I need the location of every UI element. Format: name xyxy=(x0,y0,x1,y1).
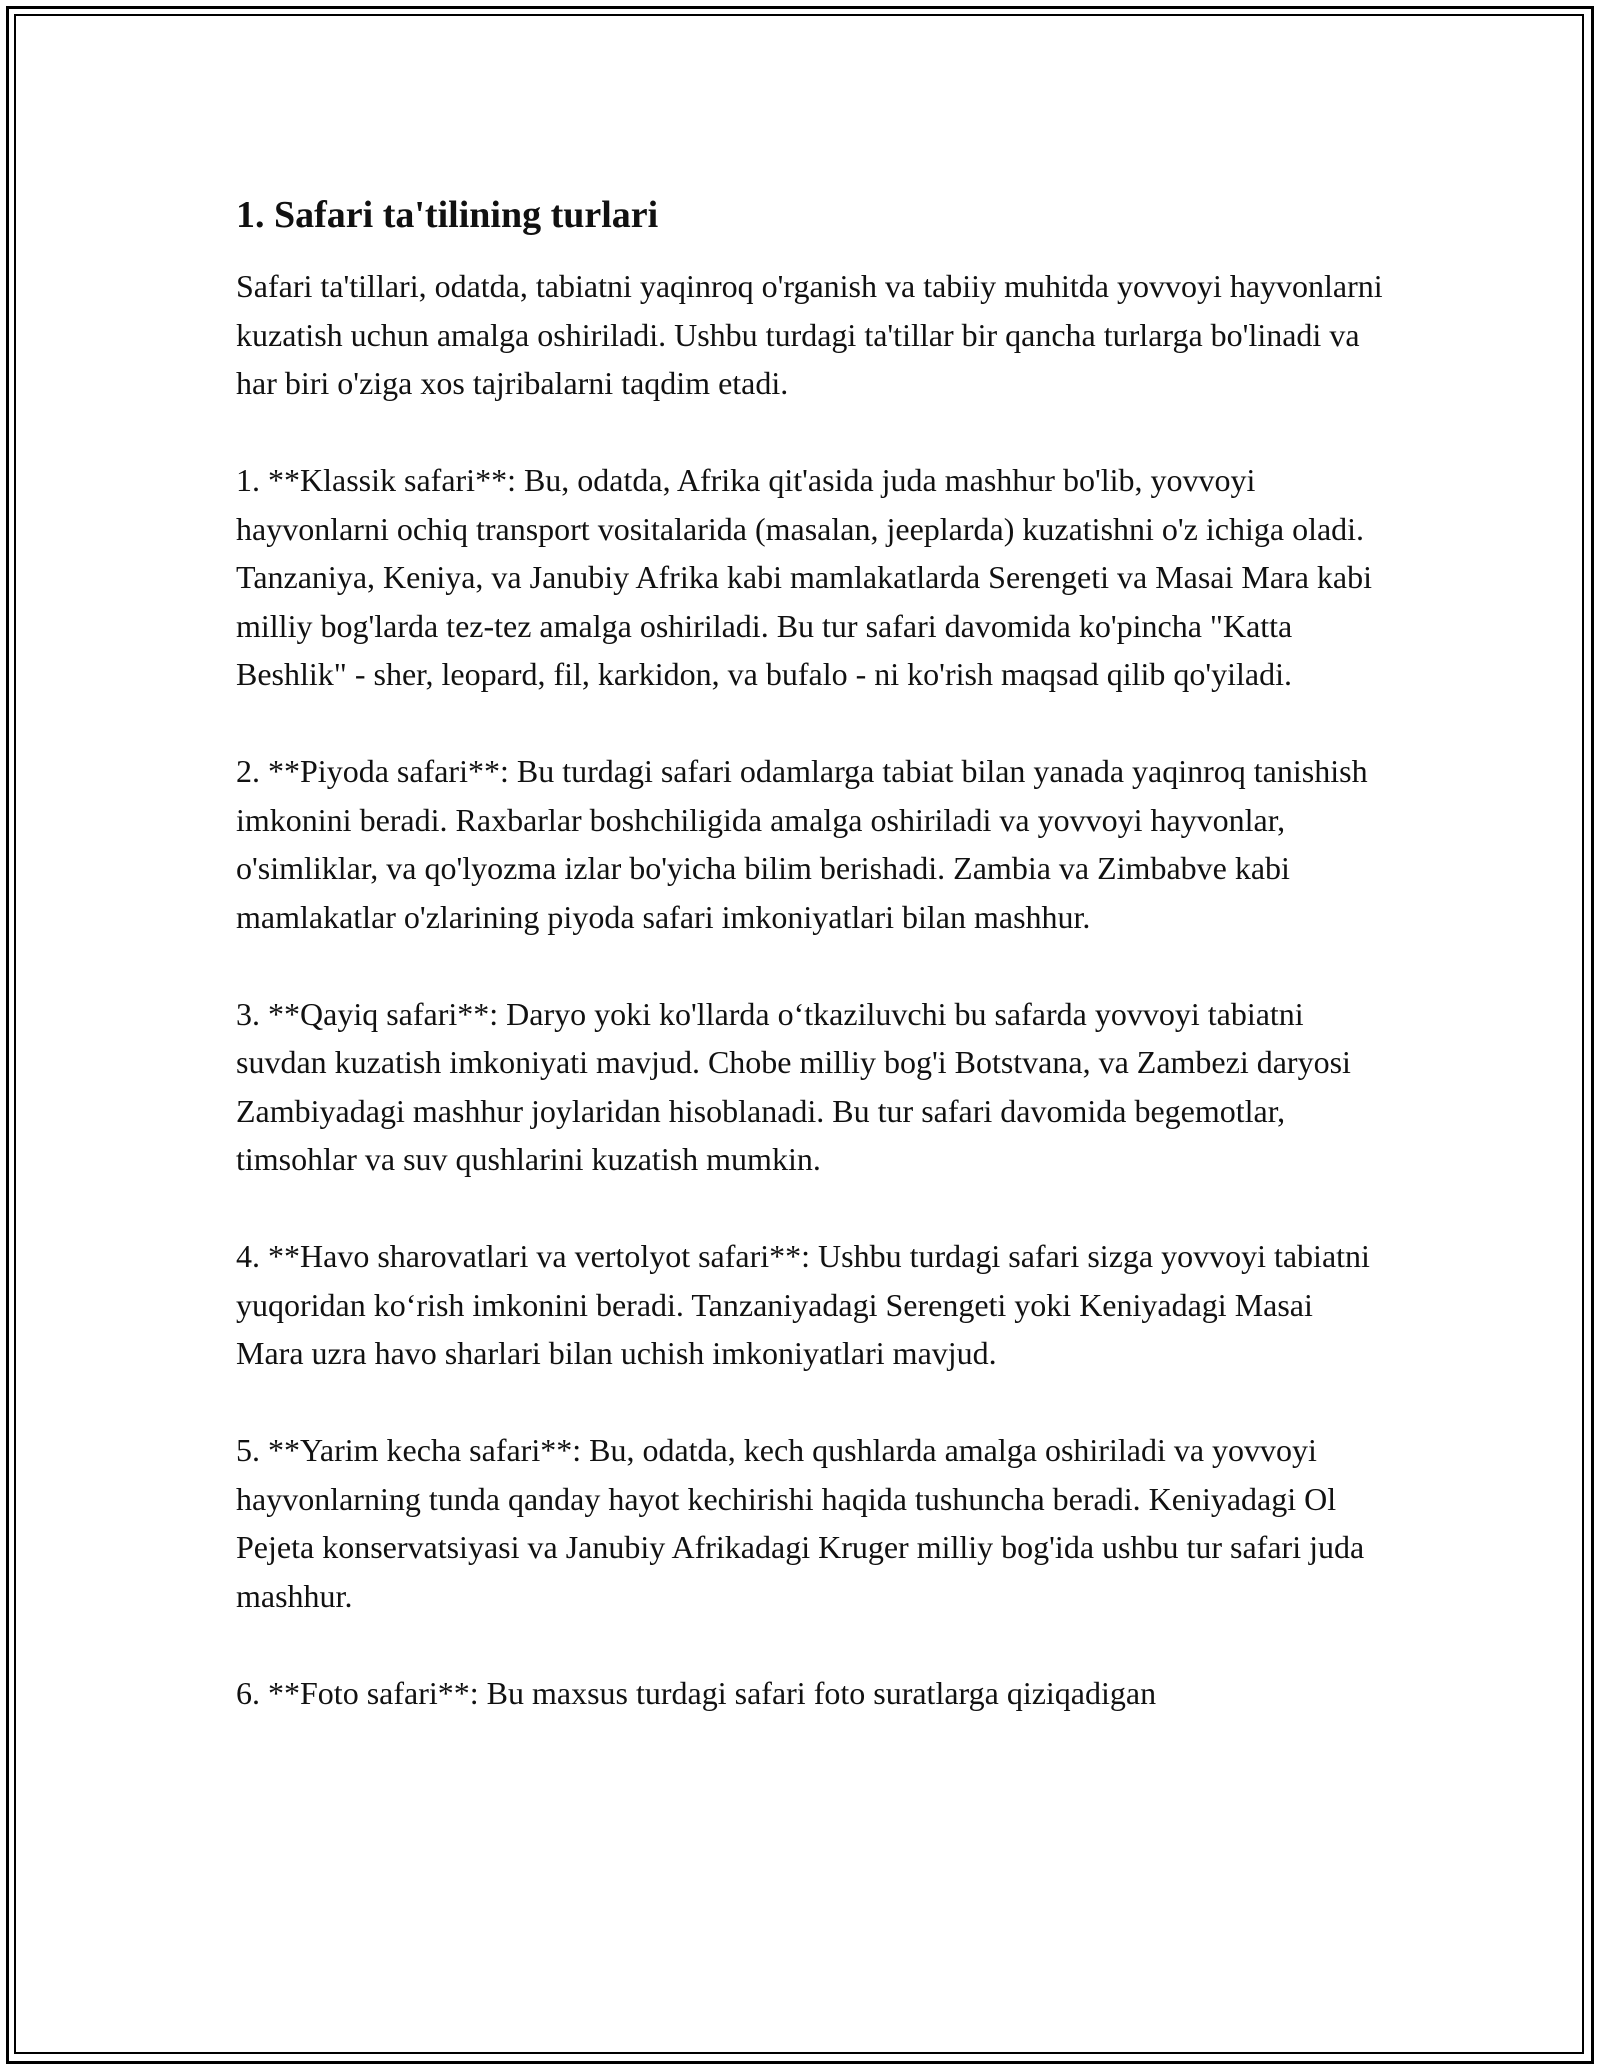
intro-paragraph: Safari ta'tillari, odatda, tabiatni yaqinroq o'rganish va tabiiy muhitda yovvoyi hayvonlarni kuzatish uchun amalga oshiriladi. Ushbu turdagi ta'tillar bir qancha turlarga bo'linadi va har biri o'ziga xos tajribalarni taqdim etadi. xyxy=(236,268,1383,401)
paragraph-boat-safari: 3. **Qayiq safari**: Daryo yoki ko'llarda o‘tkaziluvchi bu safarda yovvoyi tabiatni suvdan kuzatish imkoniyati mavjud. Chobe milliy bog'i Botstvana, va Zambezi daryosi Zambiyadagi mashhur joylaridan hisoblanadi. Bu tur safari davomida begemotlar, timsohlar va suv qushlarini kuzatish mumkin. xyxy=(236,995,1351,1177)
paragraph-night-safari: 5. **Yarim kecha safari**: Bu, odatda, kech qushlarda amalga oshiriladi va yovvoyi hayvonlarning tunda qanday hayot kechirishi haqida tushuncha beradi. Keniyadagi Ol Pejeta konservatsiyasi va Janubiy Afrikadagi Kruger milliy bog'ida ushbu tur safari juda mashhur. xyxy=(236,1432,1365,1614)
paragraph-classic-safari: 1. **Klassik safari**: Bu, odatda, Afrika qit'asida juda mashhur bo'lib, yovvoyi hayvonlarni ochiq transport vositalarida (masalan, jeeplarda) kuzatishni o'z ichiga oladi. Tanzaniya, Keniya, va Janubiy Afrika kabi mamlakatlarda Serengeti va Masai Mara kabi milliy bog'larda tez-tez amalga oshiriladi. Bu tur safari davomida ko'pincha "Katta Beshlik" - sher, leopard, fil, karkidon, va bufalo - ni ko'rish maqsad qilib qo'yiladi. xyxy=(236,462,1372,692)
section-heading: 1. Safari ta'tilining turlari xyxy=(236,194,659,236)
paragraph-photo-safari: 6. **Foto safari**: Bu maxsus turdagi safari foto suratlarga qiziqadigan xyxy=(236,1674,1157,1711)
document-body xyxy=(236,186,1386,1766)
paragraph-walking-safari: 2. **Piyoda safari**: Bu turdagi safari odamlarga tabiat bilan yanada yaqinroq tanishish imkonini beradi. Raxbarlar boshchiligida amalga oshiriladi va yovvoyi hayvonlar, o'simliklar, va qo'lyozma izlar bo'yicha bilim berishadi. Zambia va Zimbabve kabi mamlakatlar o'zlarining piyoda safari imkoniyatlari bilan mashhur. xyxy=(236,753,1368,935)
paragraph-balloon-helicopter-safari: 4. **Havo sharovatlari va vertolyot safari**: Ushbu turdagi safari sizga yovvoyi tabiatni yuqoridan ko‘rish imkonini beradi. Tanzaniyadagi Serengeti yoki Keniyadagi Masai Mara uzra havo sharlari bilan uchish imkoniyatlari mavjud. xyxy=(236,1238,1370,1371)
